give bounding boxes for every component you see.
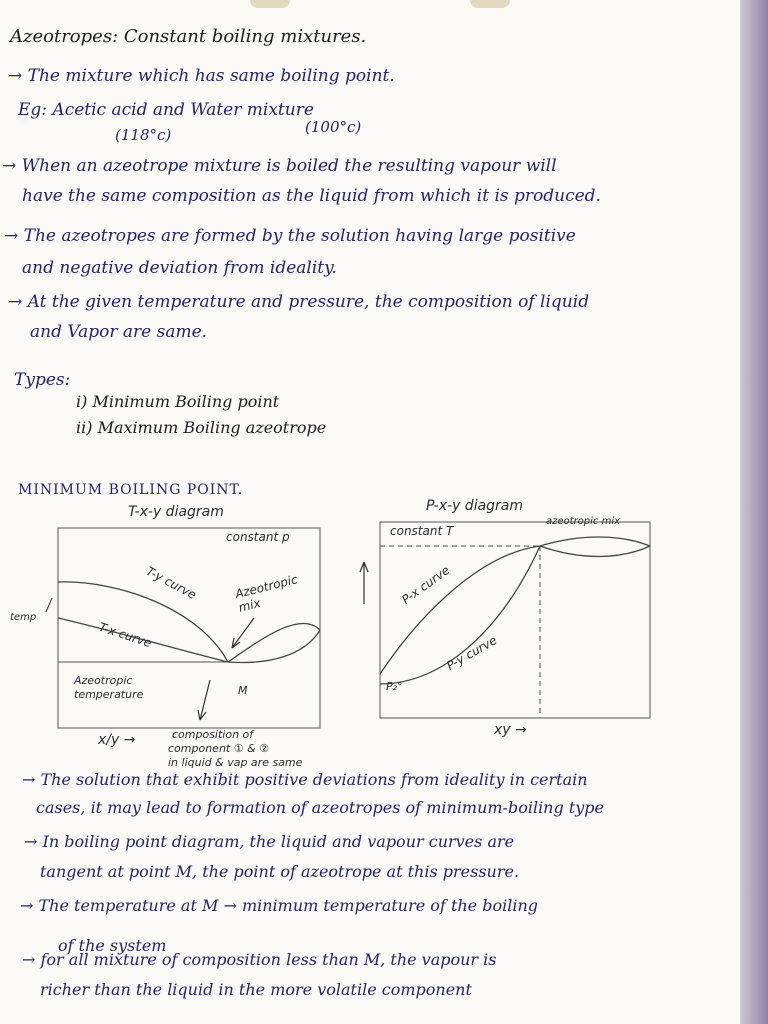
note-line: → The solution that exhibit positive deviations from ideality in certain (22, 770, 588, 789)
p2-label: P₂° (386, 680, 403, 693)
note-line: (118°c) (115, 126, 172, 144)
azeotropic-temperature-label: Azeotropic temperature (74, 674, 144, 701)
note-line: → The temperature at M → minimum temperature of the boiling (20, 896, 538, 915)
point-m-label: M (238, 684, 248, 697)
paper-stain (250, 0, 290, 8)
t-x-curve-label: T-x curve (97, 619, 154, 651)
t-y-curve (58, 582, 228, 662)
types-item: i) Minimum Boiling point (76, 392, 280, 411)
section-heading: MINIMUM BOILING POINT. (18, 482, 244, 498)
note-line: and Vapor are same. (30, 322, 208, 342)
note-line: tangent at point M, the point of azeotrope at this pressure. (40, 862, 520, 881)
composition-note: component ① & ② (168, 742, 270, 755)
note-line: (100°c) (305, 118, 362, 136)
t-x-y-diagram (0, 520, 340, 760)
next-page-edge (740, 0, 768, 1024)
azeotropic-mix-label: Azeotropic mix (233, 572, 300, 615)
note-line: → for all mixture of composition less than M, the vapour is (22, 950, 497, 969)
types-item: ii) Maximum Boiling azeotrope (76, 418, 327, 437)
note-line: richer than the liquid in the more volatile component (40, 980, 472, 999)
right-constant-label: constant T (390, 524, 454, 538)
note-line: → In boiling point diagram, the liquid and vapour curves are (24, 832, 515, 851)
note-line: → At the given temperature and pressure, the composition of liquid (8, 292, 590, 312)
left-diagram-title: T-x-y diagram (128, 504, 224, 520)
note-line: → The mixture which has same boiling point. (8, 66, 395, 86)
p-y-curve-label: P-y curve (444, 633, 500, 673)
note-line: → The azeotropes are formed by the solution having large positive (4, 226, 576, 246)
t-y-curve-label: T-y curve (143, 564, 199, 602)
paper-stain (470, 0, 510, 8)
left-constant-label: constant p (226, 530, 290, 544)
right-diagram-title: P-x-y diagram (426, 498, 524, 514)
note-line: and negative deviation from ideality. (22, 258, 337, 278)
left-x-axis-label: x/y → (98, 732, 136, 748)
right-x-axis-label: xy → (494, 722, 527, 738)
composition-note: composition of (172, 728, 254, 741)
p-x-curve-label: P-x curve (399, 563, 453, 607)
right-azeotrope-label: azeotropic mix (546, 516, 621, 527)
note-line: → When an azeotrope mixture is boiled the resulting vapour will (2, 156, 557, 176)
note-line: cases, it may lead to formation of azeotropes of minimum-boiling type (36, 798, 604, 817)
types-heading: Types: (14, 370, 71, 390)
note-line: of the system (58, 936, 167, 955)
temp-axis-label: temp (10, 612, 37, 623)
composition-note: in liquid & vap are same (168, 756, 303, 769)
note-line: have the same composition as the liquid from which it is produced. (22, 186, 601, 206)
page-title: Azeotropes: Constant boiling mixtures. (10, 26, 367, 47)
p-x-y-diagram (350, 514, 670, 754)
note-line: Eg: Acetic acid and Water mixture (18, 100, 314, 120)
